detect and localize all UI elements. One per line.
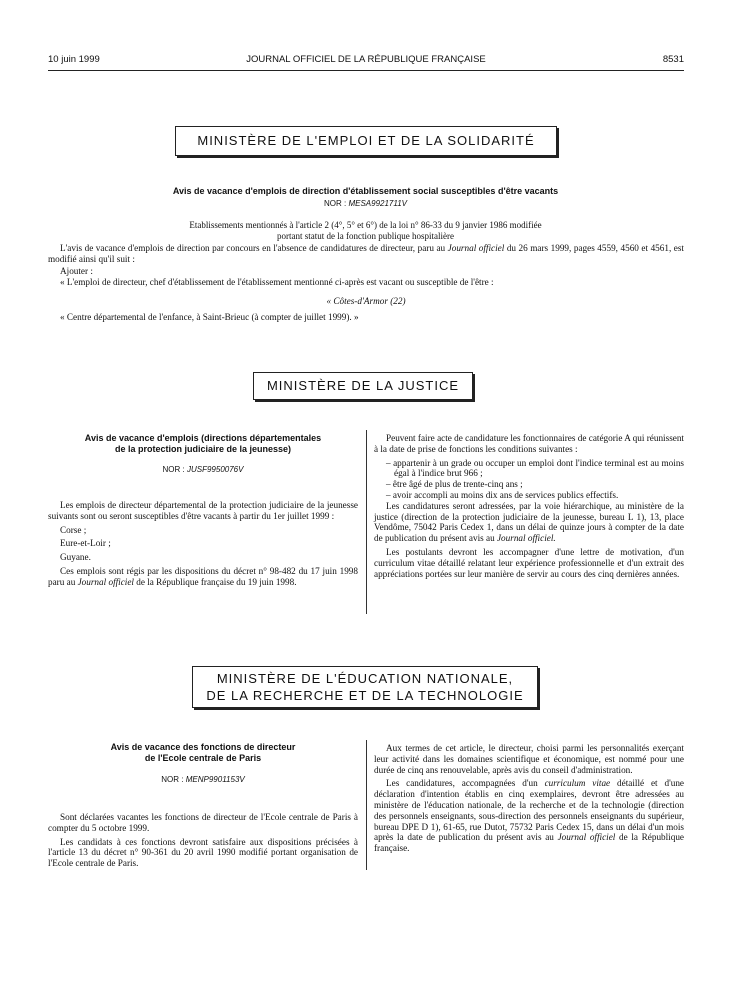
nor-line-justice: NOR : JUSF9950076V	[162, 465, 244, 474]
education-right-column	[374, 743, 684, 857]
justice-left-column	[48, 500, 358, 591]
column-divider	[366, 430, 367, 614]
list-item: Corse ;	[60, 524, 87, 535]
ministry-box-emploi: MINISTÈRE DE L'EMPLOI ET DE LA SOLIDARITÉ	[175, 126, 557, 156]
header-page-number: 8531	[662, 54, 684, 65]
ministry-box-education: MINISTÈRE DE L'ÉDUCATION NATIONALE, DE LA RECHERCHE ET DE LA TECHNOLOGIE	[192, 666, 538, 708]
column-divider	[366, 740, 367, 870]
justice-right-p1: Peuvent faire acte de candidature les fonctionnaires de catégorie A qui réunissent à la date de prise de fonctions les conditions suivantes :	[374, 433, 684, 454]
paragraph-avis: L'avis de vacance d'emplois de direction par concours en l'absence de candidatures de directeur, paru au Journal officiel du 26 mars 1999, pages 4559, 4560 et 4561, est modifié ainsi qu'il suit :	[48, 243, 684, 264]
notice-title-education: Avis de vacance des fonctions de directeur de l'Ecole centrale de Paris	[110, 742, 296, 763]
ministry-box-justice: MINISTÈRE DE LA JUSTICE	[253, 372, 473, 400]
condition-item: – avoir accompli au moins dix ans de services publics effectifs.	[386, 489, 619, 500]
header-journal-title: JOURNAL OFFICIEL DE LA RÉPUBLIQUE FRANÇAISE	[246, 54, 486, 65]
header-date: 10 juin 1999	[48, 54, 100, 65]
region-heading: « Côtes-d'Armor (22)	[326, 296, 406, 306]
subtitle-line-1: Etablissements mentionnés à l'article 2 (4°, 5° et 6°) de la loi n° 86-33 du 9 janvier 1986 modifiée	[189, 220, 542, 230]
paragraph-emploi: « L'emploi de directeur, chef d'établissement de l'établissement mentionné ci-après est vacant ou susceptible de l'être :	[60, 277, 494, 287]
nor-code: MESA9921711V	[348, 199, 408, 208]
nor-line-education: NOR : MENP9901153V	[161, 775, 245, 784]
header-rule	[48, 70, 684, 71]
nor-line-emploi	[90, 199, 641, 208]
paragraph-ajouter: Ajouter :	[60, 266, 93, 276]
education-left-p1: Sont déclarées vacantes les fonctions de directeur de l'Ecole centrale de Paris à compter du 5 octobre 1999.	[48, 812, 358, 833]
justice-right-column	[374, 433, 684, 582]
education-left-column	[48, 812, 358, 872]
condition-item: – être âgé de plus de trente-cinq ans ;	[386, 479, 523, 490]
subtitle-line-2: portant statut de la fonction publique hospitalière	[277, 231, 454, 241]
nor-label: NOR :	[323, 199, 347, 208]
education-right-p2: Les candidatures, accompagnées d'un curriculum vitae détaillé et d'une déclaration d'intention établis en cinq exemplaires, devront être adressées au ministère de l'éducation nationale, de la recherche et de la technologie (direction des personnels enseignants, sous-direction des personnels enseignants du supérieur, bureau DPE D 1), 61-65, rue Dutot, 75732 Paris Cedex 15, dans un délai d'un mois après la date de publication du présent avis au Journal officiel de la République française.	[374, 778, 685, 854]
notice-title-justice: Avis de vacance d'emplois (directions départementales de la protection judiciaire de la jeunesse)	[84, 433, 322, 454]
education-right-p1: Aux termes de cet article, le directeur, choisi parmi les personnalités exerçant leur activité dans les domaines scientifique et économique, est nommé pour une durée de cinq ans renouvelable, après avis du conseil d'administration.	[374, 743, 684, 775]
paragraph-centre: « Centre départemental de l'enfance, à Saint-Brieuc (à compter de juillet 1999). »	[60, 312, 359, 322]
justice-left-p1: Les emplois de directeur départemental de la protection judiciaire de la jeunesse suivants sont ou seront susceptibles d'être vacants à partir du 1er juillet 1999 :	[48, 500, 358, 521]
condition-item: – appartenir à un grade ou occuper un emploi dont l'indice terminal est au moins égal à l'indice brut 966 ;	[386, 457, 684, 479]
education-left-p2: Les candidats à ces fonctions devront satisfaire aux dispositions précisées à l'article 13 du décret n° 90-361 du 20 avril 1990 modifié portant organisation de l'Ecole centrale de Paris.	[48, 836, 358, 869]
notice-title-emploi: Avis de vacance d'emplois de direction d'établissement social susceptibles d'être vacants	[172, 186, 559, 196]
page-header	[48, 54, 684, 68]
justice-right-p2: Les candidatures seront adressées, par la voie hiérarchique, au ministère de la justice (direction de la protection judiciaire de la jeunesse, bureau L 1), 13, place Vendôme, 75042 Paris Cedex 1, dans un délai de quinze jours à compter de la date de publication du présent avis au Journal officiel.	[374, 500, 684, 544]
list-item: Eure-et-Loir ;	[60, 538, 111, 549]
justice-right-p3: Les postulants devront les accompagner d'une lettre de motivation, d'un curriculum vitae détaillé relatant leur expérience professionnelle et d'un extrait des appréciations portées sur leur manière de servir au cours des cinq dernières années.	[374, 546, 684, 579]
list-item: Guyane.	[60, 552, 91, 563]
justice-left-p2: Ces emplois sont régis par les dispositions du décret n° 98-482 du 17 juin 1998 paru au Journal officiel de la République française du 19 juin 1998.	[48, 565, 358, 587]
